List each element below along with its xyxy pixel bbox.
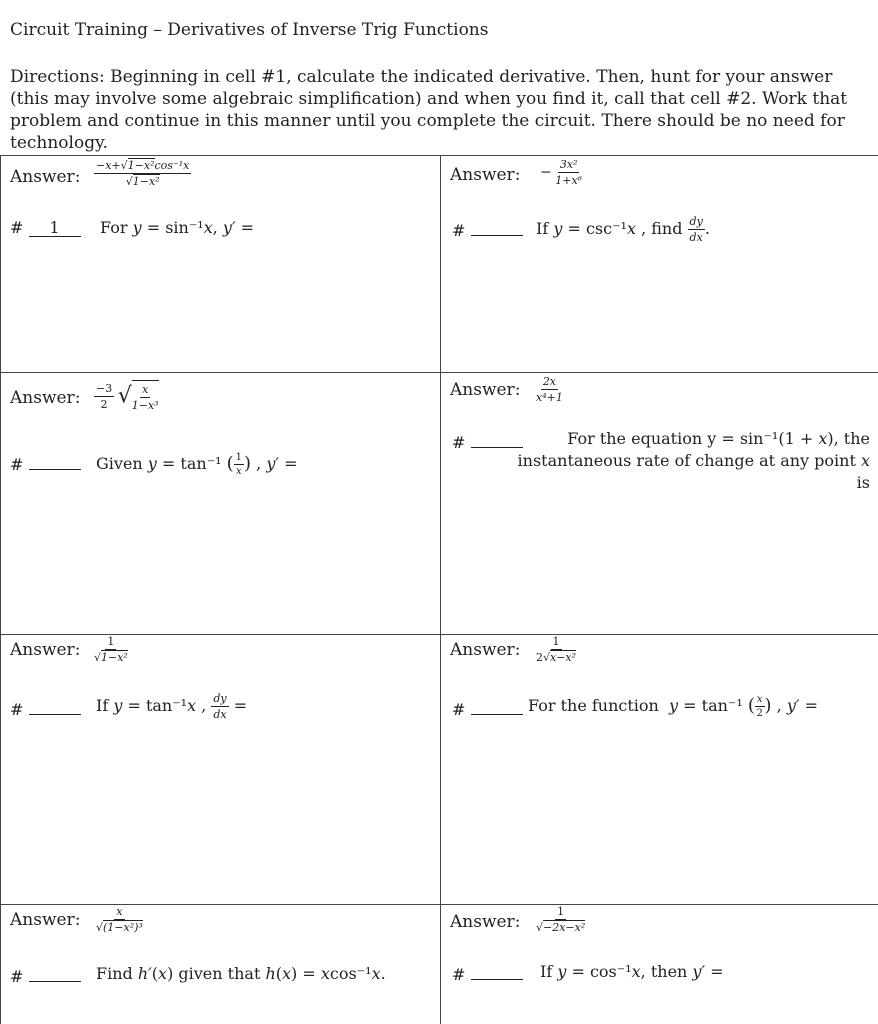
worksheet-title: Circuit Training – Derivatives of Inverse Trig Functions xyxy=(10,20,489,40)
cell-number-line: # xyxy=(452,697,523,719)
answer-label: Answer: xyxy=(10,167,81,187)
cell-problem: Given y = tan⁻¹ ( $\frac{1}{x}$ ) , y′ = xyxy=(96,452,298,477)
cell-number-line: # xyxy=(10,697,81,719)
cell-answer: $\frac{1}{\text{2√x−x²}}$ xyxy=(536,635,577,664)
cell-8 xyxy=(440,904,878,1024)
cell-number-blank[interactable]: 1 xyxy=(29,219,81,237)
directions: Directions: Beginning in cell #1, calculate the indicated derivative. Then, hunt for your answer (this may involve some algebraic simplification) and when you find it, call that cell #2. Work that problem and continue in this manner until you complete the circuit. There should be no need for technology. xyxy=(10,67,848,153)
cell-4 xyxy=(440,372,878,634)
cell-problem: For the function y = tan⁻¹ ( $\frac{x}{2}$ ) , y′ = xyxy=(528,694,819,719)
cell-7 xyxy=(0,904,440,1024)
cell-number-line: # xyxy=(452,218,523,240)
cell-answer: − $\frac{\text{3x²}}{\text{1+x⁶}}$ xyxy=(540,158,583,187)
cell-number-blank[interactable] xyxy=(29,697,81,715)
cell-number-line: # xyxy=(452,430,523,452)
cell-1 xyxy=(0,155,440,372)
cell-number-line: # xyxy=(452,962,523,984)
answer-label: Answer: xyxy=(10,640,81,660)
cell-answer: $\frac{-3}{2}$ √ $\frac{x}{\text{1−x³}}$ xyxy=(96,381,159,412)
cell-problem: If y = csc⁻¹x , find $\frac{dy}{dx}$ . xyxy=(536,215,710,244)
cell-number-blank[interactable] xyxy=(471,962,523,980)
answer-label: Answer: xyxy=(450,640,521,660)
cell-number-blank[interactable] xyxy=(29,964,81,982)
answer-label: Answer: xyxy=(450,165,521,185)
cell-number-line: # xyxy=(10,452,81,474)
answer-label: Answer: xyxy=(10,388,81,408)
cell-number-line: # 1 xyxy=(10,218,81,237)
cell-3 xyxy=(0,372,440,634)
cell-answer: $\frac{1}{\text{√1−x²}}$ xyxy=(94,635,128,664)
cell-problem: For the equation y = sin⁻¹(1 + x), the instantaneous rate of change at any point x is xyxy=(517,429,870,492)
cell-2 xyxy=(440,155,878,372)
cell-answer: $\frac{x}{\text{√(1−x²)³}}$ xyxy=(96,905,143,934)
answer-label: Answer: xyxy=(450,912,521,932)
cell-problem: For y = sin⁻¹x, y′ = xyxy=(100,218,255,237)
cell-5 xyxy=(0,634,440,904)
cell-number-blank[interactable] xyxy=(29,452,81,470)
answer-label: Answer: xyxy=(450,380,521,400)
cell-answer: $\frac{2x}{\text{x⁴+1}}$ xyxy=(536,375,563,404)
cell-problem: If y = cos⁻¹x, then y′ = xyxy=(540,962,724,981)
cell-problem: Find h′(x) given that h(x) = xcos⁻¹x. xyxy=(96,964,386,983)
cell-number-blank[interactable] xyxy=(471,697,523,715)
answer-label: Answer: xyxy=(10,910,81,930)
cell-number-blank[interactable] xyxy=(471,218,523,236)
cell-answer: $\frac{\text{−x+√1−x²cos⁻¹x}}{\text{√1−x²}}$ xyxy=(96,159,190,188)
cell-answer: $\frac{1}{\text{√−2x−x²}}$ xyxy=(536,905,586,934)
cell-problem: If y = tan⁻¹x , $\frac{dy}{dx}$ = xyxy=(96,692,248,721)
cell-6 xyxy=(440,634,878,904)
circuit-grid xyxy=(0,155,878,1024)
text-mirror xyxy=(0,0,1,1)
cell-number-line: # xyxy=(10,964,81,986)
